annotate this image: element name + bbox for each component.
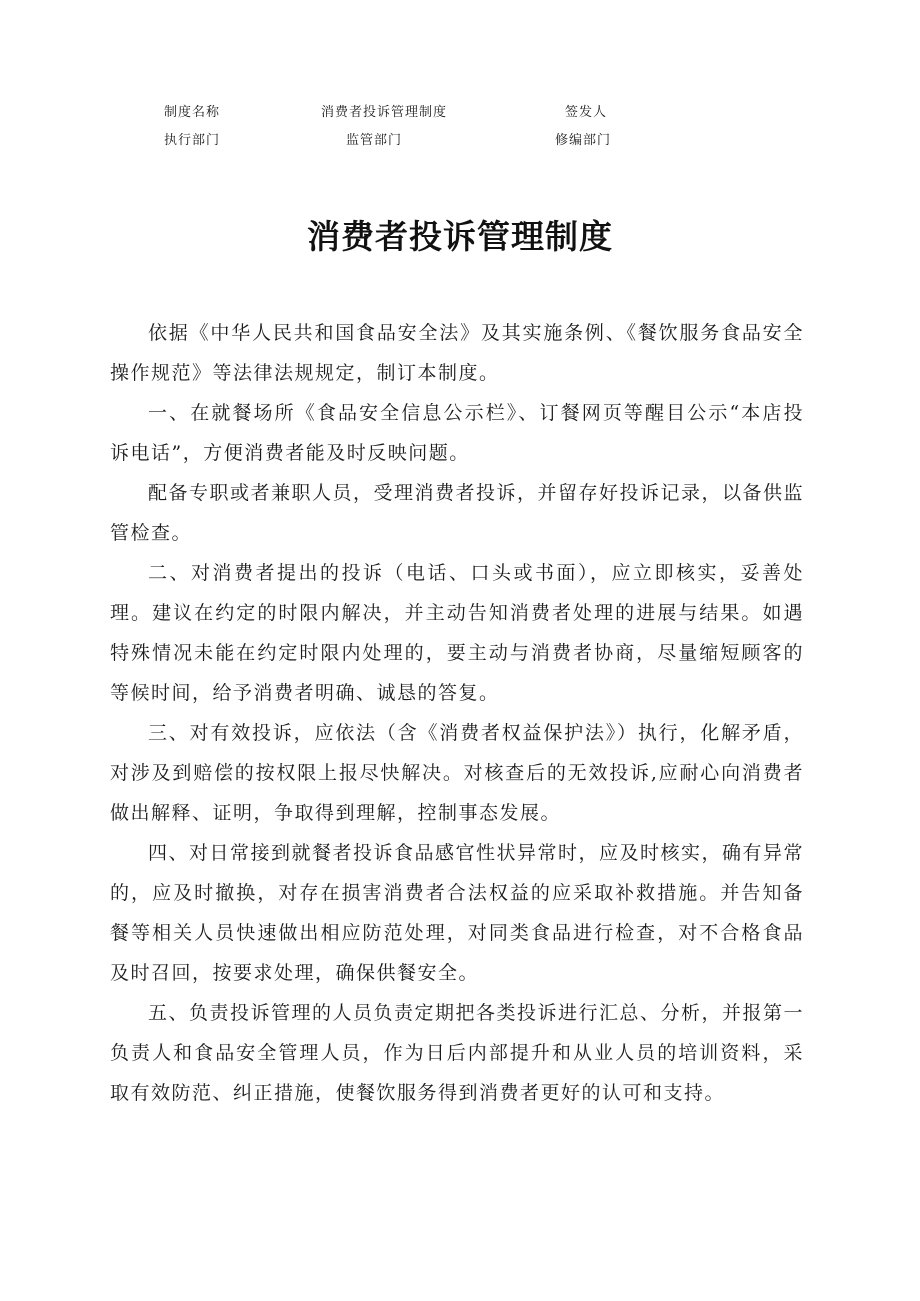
- document-title: 消费者投诉管理制度: [307, 217, 613, 256]
- document-body: [110, 313, 804, 1113]
- revise-dept-label: 修编部门: [555, 133, 612, 148]
- exec-dept-label: 执行部门: [164, 133, 221, 148]
- paragraph-4: 四、对日常接到就餐者投诉食品感官性状异常时，应及时核实，确有异常的，应及时撤换，对存在损害消费者合法权益的应采取补救措施。并告知备餐等相关人员快速做出相应防范处理，对同类食品进行检查，对不合格食品及时召回，按要求处理，确保供餐安全。: [110, 842, 805, 984]
- paragraph-5: 五、负责投诉管理的人员负责定期把各类投诉进行汇总、分析，并报第一负责人和食品安全管理人员，作为日后内部提升和从业人员的培训资料，采取有效防范、纠正措施，使餐饮服务得到消费者更好的认可和支持。: [110, 1002, 805, 1104]
- supervise-dept-label: 监管部门: [346, 133, 403, 148]
- paragraph-2: 二、对消费者提出的投诉（电话、口头或书面），应立即核实，妥善处理。建议在约定的时限内解决，并主动告知消费者处理的进展与结果。如遇特殊情况未能在约定时限内处理的，要主动与消费者协商，尽量缩短顾客的等候时间，给予消费者明确、诚恳的答复。: [110, 562, 804, 704]
- issuer-label: 签发人: [565, 105, 608, 120]
- paragraph-intro: 依据《中华人民共和国食品安全法》及其实施条例、《餐饮服务食品安全操作规范》等法律法规规定，制订本制度。: [110, 322, 804, 384]
- policy-name-value: 消费者投诉管理制度: [321, 105, 448, 120]
- paragraph-1b: 配备专职或者兼职人员，受理消费者投诉，并留存好投诉记录，以备供监管检查。: [110, 482, 805, 544]
- policy-name-label: 制度名称: [164, 105, 221, 120]
- paragraph-1: 一、在就餐场所《食品安全信息公示栏》、订餐网页等醒目公示“本店投诉电话”，方便消费者能及时反映问题。: [110, 402, 804, 464]
- paragraph-3: 三、对有效投诉，应依法（含《消费者权益保护法》）执行，化解矛盾，对涉及到赔偿的按权限上报尽快解决。对核查后的无效投诉,应耐心向消费者做出解释、证明，争取得到理解，控制事态发展。: [110, 722, 804, 824]
